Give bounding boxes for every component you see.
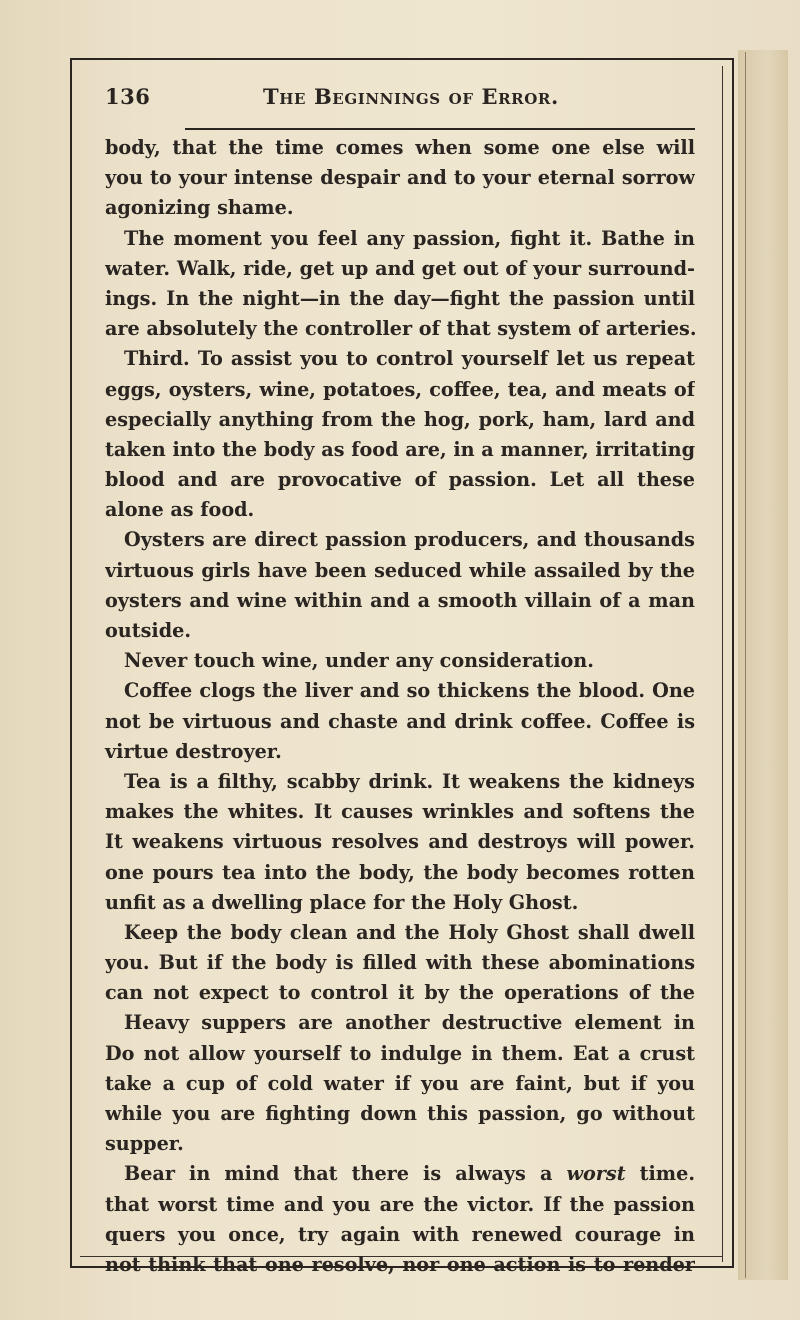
text-line: are absolutely the controller of that system of arteries.	[105, 317, 697, 341]
text-segment: time.	[639, 1162, 695, 1186]
emphasized-word: worst	[566, 1162, 626, 1186]
text-line: quers you once, try again with renewed courage in	[105, 1222, 695, 1246]
page-header	[105, 84, 695, 114]
running-head: The Beginnings of Error.	[263, 84, 559, 109]
text-line: especially anything from the hog, pork, ham, lard and	[105, 407, 695, 431]
text-line: Never touch wine, under any consideration.	[124, 649, 594, 673]
text-line: blood and are provocative of passion. Let all these	[105, 468, 695, 492]
text-line: can not expect to control it by the operations of the	[105, 981, 695, 1005]
text-line	[105, 1159, 695, 1189]
text-line: virtue destroyer.	[105, 739, 282, 763]
text-line: Third. To assist you to control yourself let us repeat	[124, 347, 695, 371]
text-line: while you are fighting down this passion, go without	[105, 1102, 695, 1125]
text-line: taken into the body as food are, in a manner, irritating	[105, 437, 695, 461]
text-line: body, that the time comes when some one else will	[105, 136, 695, 159]
text-line: not think that one resolve, nor one action is to render	[105, 1252, 695, 1276]
text-line: water. Walk, ride, get up and get out of your surround-	[105, 256, 695, 280]
text-line: It weakens virtuous resolves and destroys will power.	[105, 830, 695, 854]
text-line: one pours tea into the body, the body becomes rotten	[105, 860, 695, 884]
text-line: ings. In the night—in the day—fight the passion until	[105, 286, 695, 310]
text-line: virtuous girls have been seduced while assailed by the	[105, 558, 695, 582]
text-line: Keep the body clean and the Holy Ghost shall dwell	[124, 920, 695, 944]
text-line: Oysters are direct passion producers, and thousands	[124, 528, 695, 552]
text-line: Do not allow yourself to indulge in them. Eat a crust	[105, 1041, 695, 1065]
text-line: eggs, oysters, wine, potatoes, coffee, tea, and meats of	[105, 377, 695, 401]
text-line: makes the whites. It causes wrinkles and softens the	[105, 800, 695, 824]
text-line: Coffee clogs the liver and so thickens the blood. One	[124, 679, 695, 703]
text-line: alone as food.	[105, 498, 255, 522]
inner-right-border	[722, 66, 723, 1262]
text-line: oysters and wine within and a smooth villain of a man	[105, 588, 695, 612]
text-line: supper.	[105, 1132, 184, 1156]
text-line: that worst time and you are the victor. If the passion	[105, 1192, 695, 1216]
text-line: The moment you feel any passion, fight it. Bathe in	[124, 226, 695, 250]
text-line: Heavy suppers are another destructive element in	[124, 1011, 695, 1035]
frame-left-border	[70, 58, 72, 1268]
text-line: Tea is a filthy, scabby drink. It weakens the kidneys	[124, 769, 695, 793]
text-line: you. But if the body is filled with these abominations	[105, 951, 695, 975]
text-line: outside.	[105, 619, 192, 642]
text-line: you to your intense despair and to your eternal sorrow	[105, 166, 695, 190]
frame-top-border	[70, 58, 734, 60]
text-line: take a cup of cold water if you are faint, but if you	[105, 1071, 695, 1095]
frame-right-border	[732, 58, 734, 1268]
header-rule	[185, 128, 695, 130]
page-edge-line	[745, 52, 746, 1278]
page-number: 136	[105, 84, 151, 109]
text-line: not be virtuous and chaste and drink coffee. Coffee is	[105, 709, 695, 733]
body-text	[105, 133, 695, 1280]
text-line: unfit as a dwelling place for the Holy Ghost.	[105, 890, 579, 914]
text-line: agonizing shame.	[105, 196, 294, 220]
text-segment: Bear in mind that there is always a	[124, 1162, 567, 1186]
